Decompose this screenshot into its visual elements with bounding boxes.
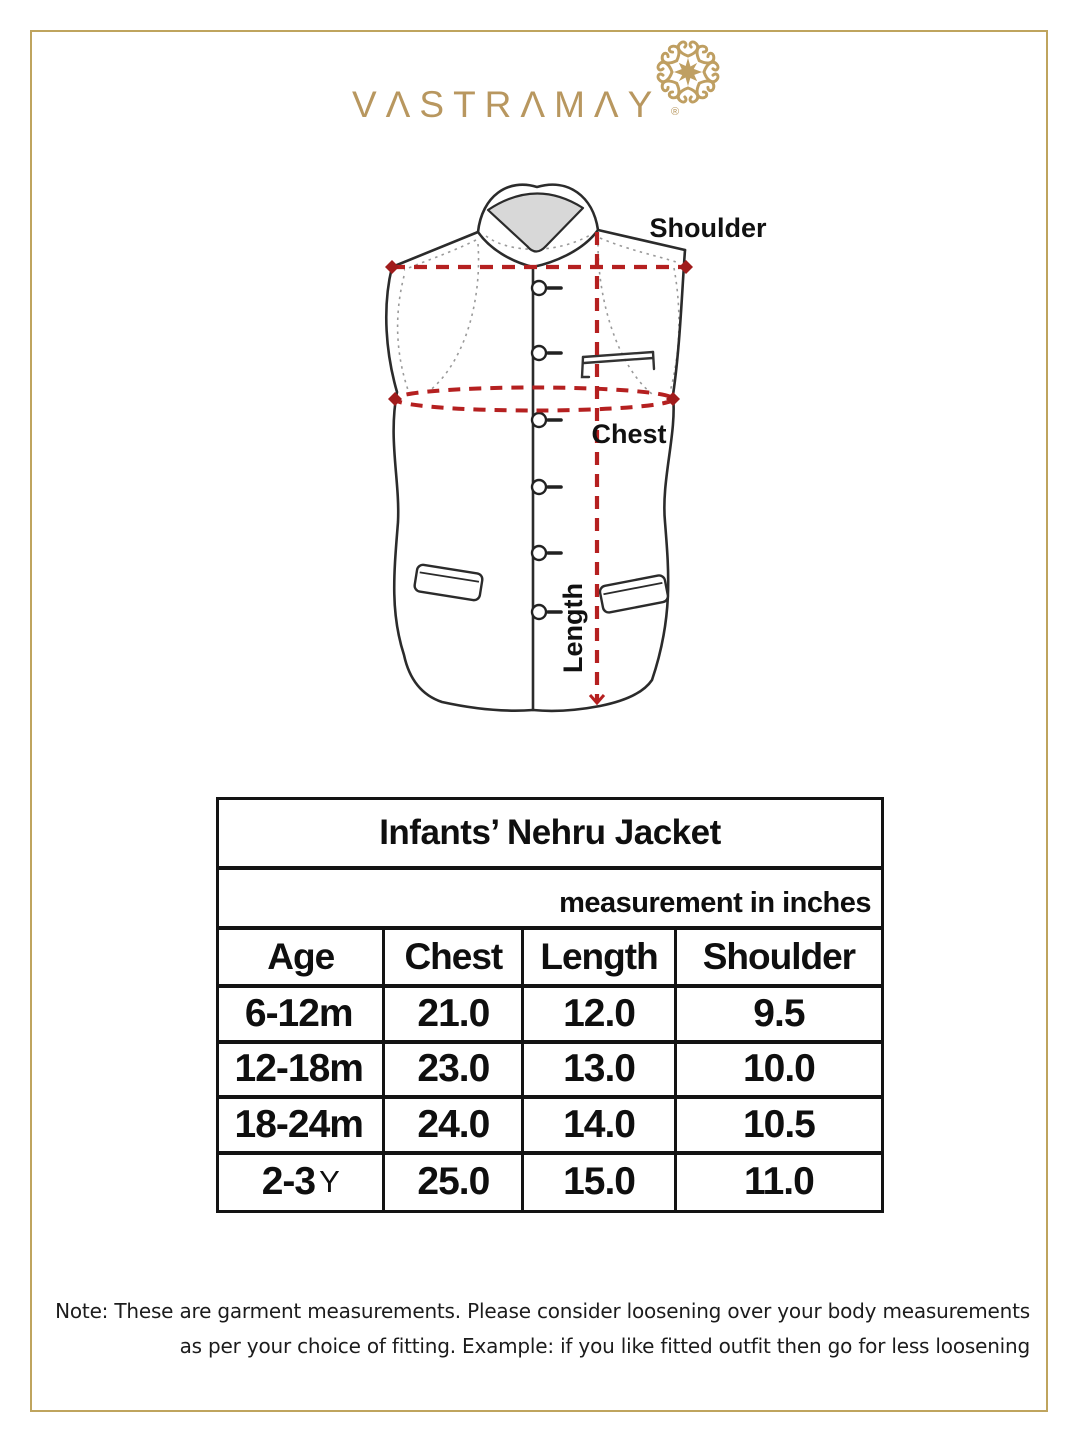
size-chart-title: Infants’ Nehru Jacket — [219, 800, 881, 870]
age-cell: 2-3 Y — [219, 1155, 385, 1211]
seam-stitch-lines — [398, 234, 679, 394]
column-header-chest: Chest — [385, 930, 524, 988]
age-cell: 12-18m — [219, 1044, 385, 1100]
brand-ornament-icon — [656, 40, 720, 104]
chest-cell: 25.0 — [385, 1155, 524, 1211]
unit-note: measurement in inches — [219, 870, 881, 930]
size-chart-table — [216, 797, 884, 1213]
chest-cell: 21.0 — [385, 988, 524, 1044]
left-flap-pocket — [414, 564, 483, 601]
shoulder-cell: 9.5 — [677, 988, 881, 1044]
column-header-length: Length — [524, 930, 677, 988]
shoulder-measure-label: Shoulder — [649, 213, 767, 243]
length-cell: 13.0 — [524, 1044, 677, 1100]
age-cell: 6-12m — [219, 988, 385, 1044]
right-flap-pocket — [599, 574, 669, 613]
button-row — [532, 281, 561, 619]
shoulder-cell: 10.5 — [677, 1099, 881, 1155]
chest-cell: 24.0 — [385, 1099, 524, 1155]
shoulder-cell: 10.0 — [677, 1044, 881, 1100]
shoulder-cell: 11.0 — [744, 1160, 814, 1204]
collar-inner — [488, 193, 583, 251]
column-header-shoulder: Shoulder — [677, 930, 881, 988]
chest-cell: 23.0 — [385, 1044, 524, 1100]
length-cell: 14.0 — [524, 1099, 677, 1155]
note-line-2: as per your choice of fitting. Example: if you like fitted outfit then go for less loosening — [179, 1334, 1030, 1358]
registered-trademark: ® — [671, 106, 680, 118]
measurement-dash-lines — [392, 232, 686, 703]
chest-measure-label: Chest — [591, 419, 667, 449]
brand-logo: VΛSTRΛMΛY — [352, 84, 662, 125]
chest-welt-pocket — [582, 352, 654, 377]
measurement-note — [50, 1294, 1030, 1364]
column-header-age: Age — [219, 930, 385, 988]
length-cell: 12.0 — [524, 988, 677, 1044]
length-measure-label: Length — [558, 583, 588, 673]
nehru-jacket-diagram — [330, 140, 800, 760]
note-line-1: Note: These are garment measurements. Please consider loosening over your body measurements — [55, 1299, 1030, 1323]
length-cell: 15.0 — [524, 1155, 677, 1211]
age-cell: 18-24m — [219, 1099, 385, 1155]
